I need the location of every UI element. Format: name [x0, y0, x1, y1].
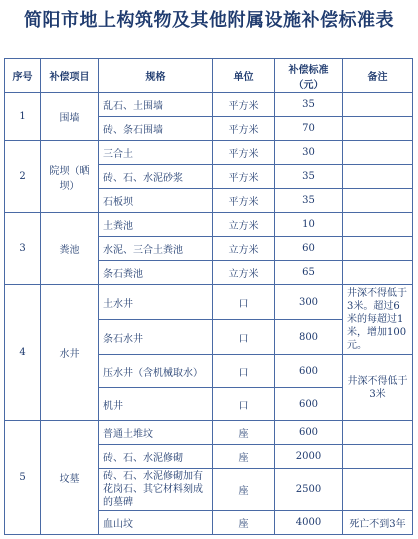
item-cell: 水井 — [41, 285, 99, 421]
unit-cell: 平方米 — [213, 93, 275, 117]
note-cell — [343, 261, 413, 285]
spec-cell: 三合土 — [99, 141, 213, 165]
seq-cell: 4 — [5, 285, 41, 421]
spec-cell: 机井 — [99, 388, 213, 421]
header-row — [5, 59, 413, 93]
table-row — [5, 93, 413, 117]
price-cell: 600 — [275, 421, 343, 445]
unit-cell: 口 — [213, 320, 275, 355]
note-cell — [343, 165, 413, 189]
item-cell: 围墙 — [41, 93, 99, 141]
price-cell: 65 — [275, 261, 343, 285]
note-cell — [343, 189, 413, 213]
seq-cell: 1 — [5, 93, 41, 141]
note-cell-death: 死亡不到3年 — [343, 511, 413, 535]
spec-cell: 石板坝 — [99, 189, 213, 213]
note-cell — [343, 213, 413, 237]
note-cell-depth: 井深不得低于3米 — [343, 355, 413, 421]
spec-cell: 土水井 — [99, 285, 213, 320]
header-note: 备注 — [343, 59, 413, 93]
spec-cell: 水泥、三合土粪池 — [99, 237, 213, 261]
unit-cell: 立方米 — [213, 261, 275, 285]
spec-cell: 普通土堆坟 — [99, 421, 213, 445]
price-cell: 2000 — [275, 445, 343, 469]
table-row — [5, 141, 413, 165]
note-cell — [343, 141, 413, 165]
note-cell — [343, 469, 413, 511]
spec-cell: 血山坟 — [99, 511, 213, 535]
note-cell — [343, 421, 413, 445]
header-unit: 单位 — [213, 59, 275, 93]
unit-cell: 座 — [213, 445, 275, 469]
price-cell: 2500 — [275, 469, 343, 511]
unit-cell: 口 — [213, 388, 275, 421]
spec-cell: 砖、石、水泥砂浆 — [99, 165, 213, 189]
price-cell: 800 — [275, 320, 343, 355]
note-cell — [343, 117, 413, 141]
header-seq: 序号 — [5, 59, 41, 93]
header-standard — [275, 59, 343, 93]
price-cell: 35 — [275, 93, 343, 117]
item-cell: 粪池 — [41, 213, 99, 285]
seq-cell: 5 — [5, 421, 41, 535]
unit-cell: 立方米 — [213, 237, 275, 261]
table-row — [5, 213, 413, 237]
seq-cell: 2 — [5, 141, 41, 213]
item-cell: 坟墓 — [41, 421, 99, 535]
price-cell: 600 — [275, 388, 343, 421]
unit-cell: 座 — [213, 469, 275, 511]
price-cell: 10 — [275, 213, 343, 237]
unit-cell: 座 — [213, 511, 275, 535]
header-item: 补偿项目 — [41, 59, 99, 93]
unit-cell: 平方米 — [213, 189, 275, 213]
spec-cell: 条石粪池 — [99, 261, 213, 285]
price-cell: 600 — [275, 355, 343, 388]
unit-cell: 口 — [213, 285, 275, 320]
item-cell: 院坝（晒坝） — [41, 141, 99, 213]
note-cell — [343, 237, 413, 261]
unit-cell: 口 — [213, 355, 275, 388]
price-cell: 60 — [275, 237, 343, 261]
price-cell: 4000 — [275, 511, 343, 535]
table-row — [5, 285, 413, 320]
price-cell: 30 — [275, 141, 343, 165]
unit-cell: 平方米 — [213, 117, 275, 141]
spec-cell: 砖、石、水泥修砌 — [99, 445, 213, 469]
unit-cell: 平方米 — [213, 141, 275, 165]
header-spec: 规格 — [99, 59, 213, 93]
spec-cell: 乱石、土围墙 — [99, 93, 213, 117]
spec-cell: 砖、石、水泥修砌加有花岗石、其它材料刻成的墓碑 — [99, 469, 213, 511]
price-cell: 35 — [275, 165, 343, 189]
price-cell: 300 — [275, 285, 343, 320]
price-cell: 35 — [275, 189, 343, 213]
note-cell — [343, 93, 413, 117]
price-cell: 70 — [275, 117, 343, 141]
table-row — [5, 421, 413, 445]
note-cell — [343, 445, 413, 469]
header-standard-line2: （元） — [293, 79, 324, 91]
spec-cell: 砖、条石围墙 — [99, 117, 213, 141]
spec-cell: 条石水井 — [99, 320, 213, 355]
seq-cell: 3 — [5, 213, 41, 285]
compensation-table — [4, 58, 413, 535]
header-standard-line1: 补偿标准 — [288, 64, 329, 76]
unit-cell: 立方米 — [213, 213, 275, 237]
spec-cell: 压水井（含机械取水） — [99, 355, 213, 388]
note-cell-depth-extra: 井深不得低于3米。超过6米的每超过1米，增加100元。 — [343, 285, 413, 355]
unit-cell: 平方米 — [213, 165, 275, 189]
page-title: 简阳市地上构筑物及其他附属设施补偿标准表 — [24, 10, 394, 31]
spec-cell: 土粪池 — [99, 213, 213, 237]
unit-cell: 座 — [213, 421, 275, 445]
